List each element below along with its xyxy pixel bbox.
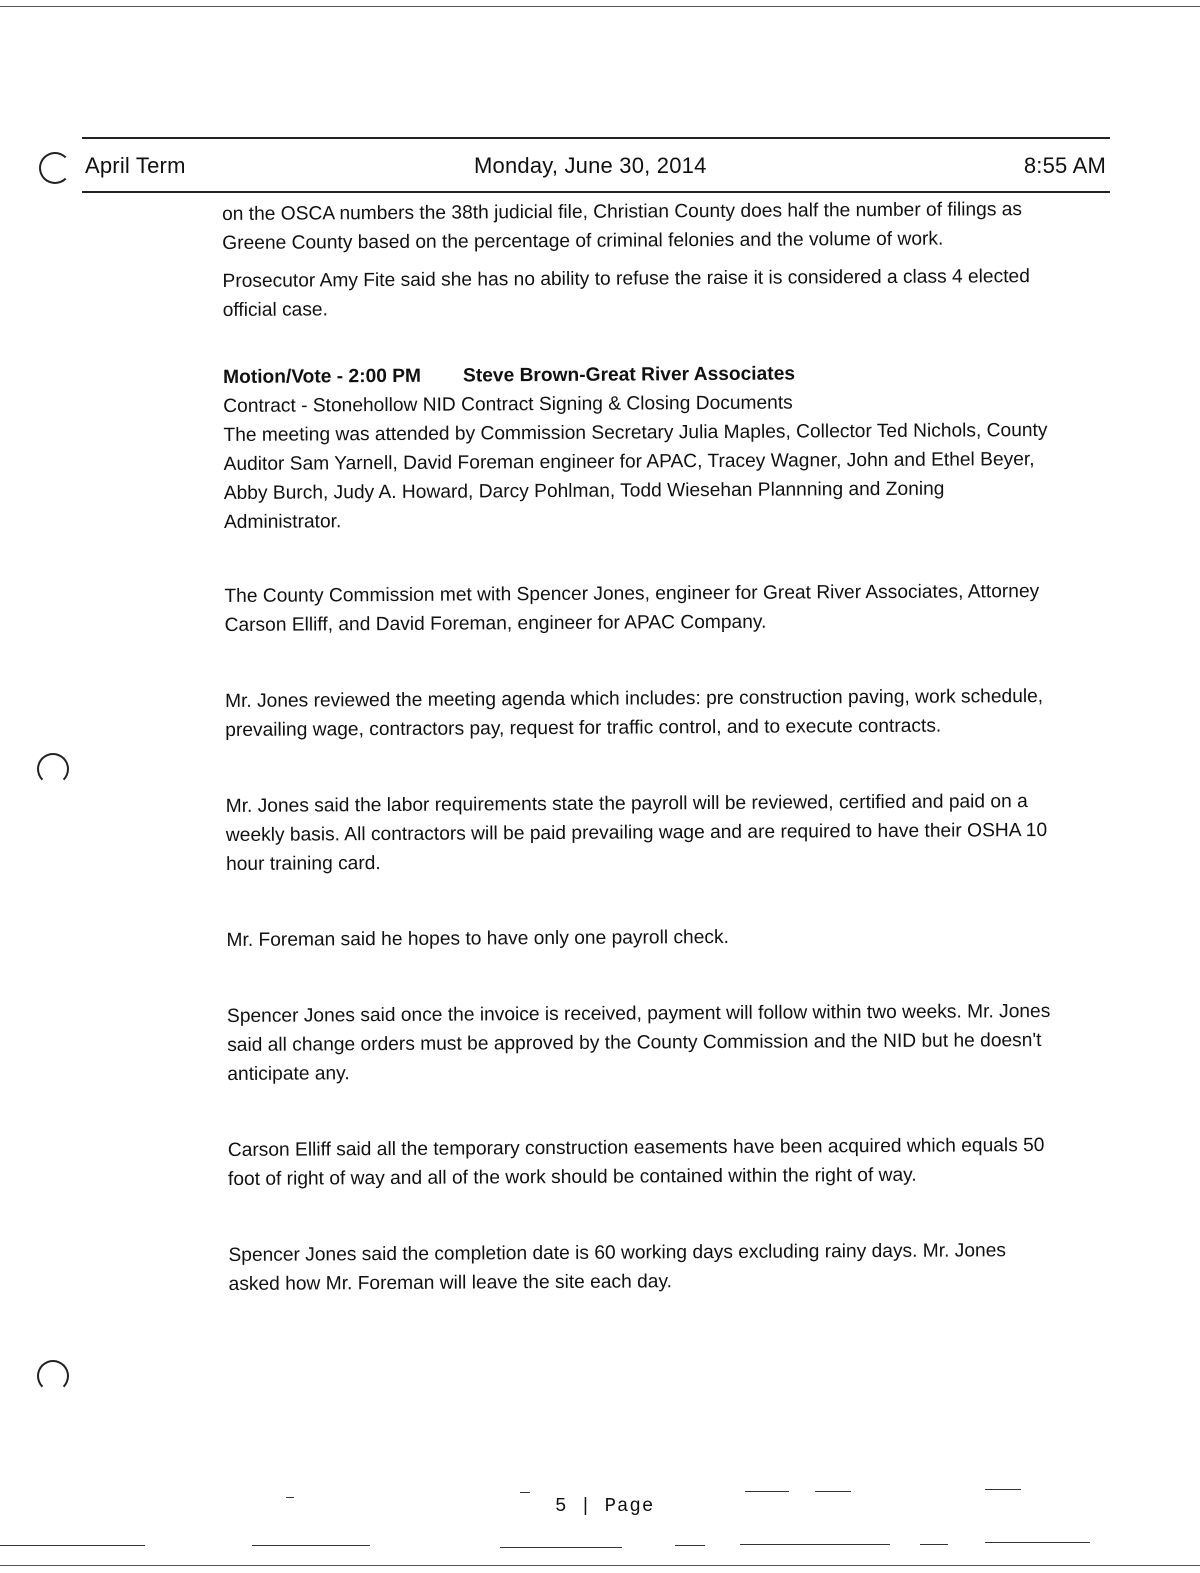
scan-artifact (985, 1542, 1090, 1543)
scan-artifact (745, 1491, 789, 1492)
top-scan-edge (0, 6, 1200, 7)
page-header (82, 137, 1110, 193)
term-label: April Term (85, 153, 186, 178)
scan-artifact (252, 1545, 370, 1546)
paragraph: Spencer Jones said once the invoice is received, payment will follow within two weeks. Mr. Jones said all change orders must be approved by the County Commission and the NID but he doesn't anticipate any. (226, 1000, 1051, 1085)
paragraph: Mr. Foreman said he hopes to have only one payroll check. (226, 926, 729, 951)
bottom-scan-edge (0, 1565, 1200, 1566)
scan-artifact (286, 1497, 294, 1498)
page-number: 5 | Page (555, 1495, 655, 1517)
punch-hole-icon (39, 152, 71, 184)
meeting-time: 8:55 AM (1023, 153, 1106, 178)
scan-artifact (675, 1545, 705, 1546)
scan-artifact (920, 1544, 948, 1545)
punch-hole-icon (37, 753, 69, 785)
paragraph: on the OSCA numbers the 38th judicial file, Christian County does half the number of filings as Greene County based on the percentage of criminal felonies and the volume of work. (222, 199, 1023, 254)
motion-presenter: Steve Brown-Great River Associates (462, 363, 796, 387)
scan-artifact (740, 1544, 890, 1545)
motion-time-label: Motion/Vote - 2:00 PM (223, 365, 422, 388)
scan-artifact (0, 1545, 145, 1546)
paragraph: The County Commission met with Spencer Jones, engineer for Great River Associates, Attorney Carson Elliff, and David Foreman, engineer for APAC Company. (224, 581, 1040, 636)
punch-hole-icon (37, 1360, 69, 1392)
contract-line: Contract - Stonehollow NID Contract Signing & Closing Documents (223, 392, 793, 417)
attendance-paragraph: The meeting was attended by Commission Secretary Julia Maples, Collector Ted Nichols, County Auditor Sam Yarnell, David Foreman engineer for APAC, Tracey Wagner, John and Ethel Beyer, Abby Burch, Judy A. Howard, Darcy Pohlman, Todd Wiesehan Plannning and Zoning Administrator. (223, 419, 1048, 533)
paragraph: Carson Elliff said all the temporary construction easements have been acquired which equals 50 foot of right of way and all of the work should be contained within the right of way. (227, 1134, 1045, 1190)
scan-artifact (520, 1492, 530, 1493)
scan-artifact (500, 1547, 622, 1548)
paragraph: Prosecutor Amy Fite said she has no ability to refuse the raise it is considered a class 4 elected official case. (222, 266, 1030, 321)
paragraph: Mr. Jones reviewed the meeting agenda which includes: pre construction paving, work schedule, prevailing wage, contractors pay, request for traffic control, and to execute contracts. (224, 685, 1044, 741)
meeting-date: Monday, June 30, 2014 (474, 153, 707, 178)
scan-artifact (815, 1491, 851, 1492)
paragraph: Mr. Jones said the labor requirements state the payroll will be reviewed, certified and paid on a weekly basis. All contractors will be paid prevailing wage and are required to have their OSHA 10 hour training card. (225, 791, 1048, 875)
minutes-body (222, 195, 1059, 1299)
scan-artifact (985, 1489, 1021, 1490)
paragraph: Spencer Jones said the completion date is 60 working days excluding rainy days. Mr. Jones asked how Mr. Foreman will leave the site each day. (228, 1240, 1007, 1295)
